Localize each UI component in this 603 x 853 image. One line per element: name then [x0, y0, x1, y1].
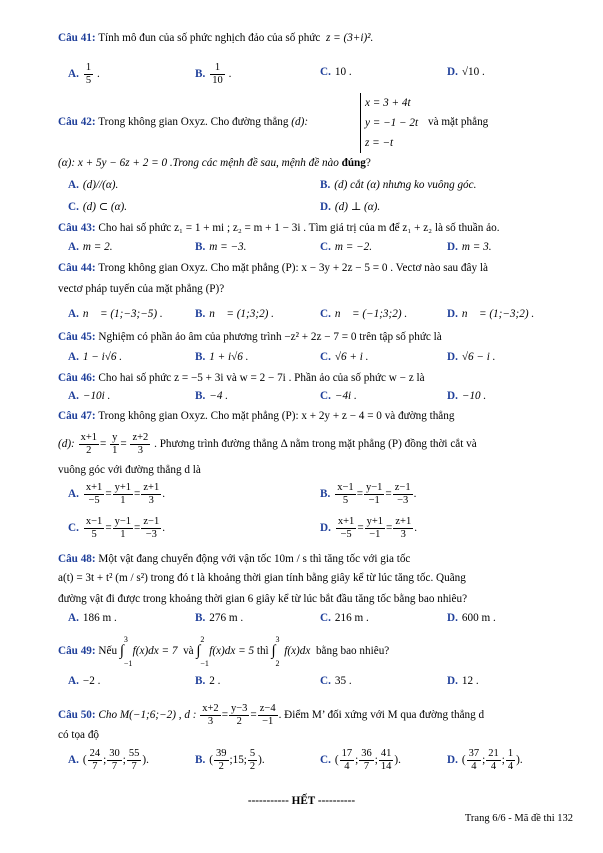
option-a[interactable]: A. $\frac{x+1}{-5}$ = $\frac{y+1}{1}$ = $\frac{z+1}{3}$ . [68, 482, 165, 506]
question-50: Câu 50: Cho M(−1;6;−2) , d : $\frac{x+2}{3}$ = $\frac{y-3}{2}$ = $\frac{z-4}{-1}$ . Điểm M’ đối xứng với M qua đường thẳng d [58, 703, 485, 727]
option-c[interactable]: C. $\frac{x-1}{5}$ = $\frac{y-1}{1}$ = $\frac{z-1}{-3}$ . [68, 516, 165, 540]
text-span: 2 [236, 716, 242, 727]
question-label: Câu 41: [58, 32, 96, 44]
option-d[interactable]: D. m = 3. [447, 241, 492, 253]
text-span: 4 [471, 761, 477, 772]
fraction [141, 516, 161, 541]
text-span: z−1 [143, 516, 160, 527]
text-span: z−4 [259, 703, 276, 714]
text-span: 1 [85, 62, 92, 73]
text-span: z+2 [132, 432, 149, 443]
question-48-line3: đường vật đi được trong khoảng thời gian 6 giây kể từ lúc bắt đầu tăng tốc bằng bao nhiêu? [58, 593, 468, 605]
fraction [364, 482, 384, 507]
option-c[interactable]: C. (d) ⊂ (α). [68, 201, 128, 213]
text-span: 5 [85, 75, 92, 86]
option-a[interactable]: A. 1 − i√6 . [68, 351, 123, 363]
fraction [110, 432, 119, 457]
fraction [335, 482, 355, 507]
text-span: 7 [92, 761, 98, 772]
end-marker: ----------- HẾT ---------- [247, 795, 356, 807]
fraction [393, 516, 413, 541]
question-42-plane: (α): x + 5y − 6z + 2 = 0 .Trong các mệnh đề sau, mệnh đề nào đúng? [58, 157, 371, 169]
question-43: Câu 43: Cho hai số phức z₁ = 1 + mi ; z₂ = m + 1 − 3i . Tìm giá trị của m để z₁ + z₂ là số thuần ảo. [58, 222, 500, 234]
text-span: 2 [249, 761, 256, 772]
page-footer: Trang 6/6 - Mã đề thi 132 [464, 813, 573, 824]
text-span: y+1 [114, 482, 132, 493]
text-span: 1 [120, 529, 126, 540]
text-span: z+1 [395, 516, 412, 527]
option-b[interactable]: B. 276 m . [195, 612, 244, 624]
question-47-line2: (d): $\frac{x+1}{2}$ = $\frac{y}{1}$ = $\frac{z+2}{3}$ . Phương trình đường thẳng Δ nằm trong mặt phẳng (P) đồng thời cắt và [58, 432, 477, 456]
fraction [130, 432, 150, 457]
text-span: 1 [120, 495, 126, 506]
text-span: −1 [369, 529, 381, 540]
text-span: 21 [488, 748, 499, 759]
text-span: 39 [216, 748, 227, 759]
fraction [84, 516, 104, 541]
question-49: Câu 49: Nếu ∫ 3 −1 f(x)dx = 7 và ∫ 2 −1 f(x)dx = 5 thì ∫ 3 2 f(x)dx bằng bao nhiêu? [58, 635, 390, 668]
fraction [84, 482, 104, 507]
option-label: D. [447, 66, 458, 78]
fraction [229, 703, 249, 728]
fraction [84, 62, 93, 87]
option-d[interactable]: D. √6 − i . [447, 351, 496, 363]
question-47: Câu 47: Trong không gian Oxyz. Cho mặt phẳng (P): x + 2y + z − 4 = 0 và đường thẳng [58, 410, 455, 422]
option-b[interactable]: B. m = −3. [195, 241, 247, 253]
fraction [359, 748, 374, 773]
text-span: −1 [368, 495, 380, 506]
text-span: 5 [249, 748, 256, 759]
text-span: x−1 [85, 516, 103, 527]
text-span: 41 [380, 748, 392, 759]
text-span: −3 [397, 495, 409, 506]
text-span: 2 [218, 761, 224, 772]
fraction [88, 748, 103, 773]
option-c[interactable]: C. 35 . [320, 675, 352, 687]
fraction [365, 516, 385, 541]
question-label: Câu 42: [58, 116, 96, 128]
fraction [214, 748, 229, 773]
fraction [248, 748, 257, 773]
text-span: 4 [490, 761, 497, 772]
option-b[interactable]: B. 2 . [195, 675, 221, 687]
fraction [113, 482, 133, 507]
question-45: Câu 45: Nghiệm có phần ảo âm của phương trình −z² + 2z − 7 = 0 trên tập số phức là [58, 331, 442, 343]
fraction [79, 432, 99, 457]
fraction [107, 748, 122, 773]
option-a[interactable]: A. ( $\frac{24}{7}$ ; $\frac{30}{7}$ ; $\frac{55}{7}$ ). [68, 748, 149, 772]
question-44: Câu 44: Trong không gian Oxyz. Cho mặt phẳng (P): x − 3y + 2z − 5 = 0 . Vectơ nào sau đây là [58, 262, 488, 274]
text-span: 3 [400, 529, 406, 540]
question-text: Tính mô đun của số phức nghịch đảo của số phức [98, 32, 321, 44]
question-48: Câu 48: Một vật đang chuyển động với vận tốc 10m / s thì tăng tốc với gia tốc [58, 553, 411, 565]
fraction [340, 748, 355, 773]
question-41 [58, 32, 373, 44]
option-c[interactable]: C. n⃗ = (−1;3;2) . [320, 308, 408, 320]
fraction [393, 482, 413, 507]
option-d[interactable]: D. −10 . [447, 390, 487, 402]
option-value: 10 . [334, 66, 352, 78]
option-label: A. [68, 68, 79, 81]
line-name: (d): [291, 116, 309, 128]
fraction [336, 516, 356, 541]
fraction [506, 748, 515, 773]
text-span: z−1 [394, 482, 411, 493]
fraction [113, 516, 133, 541]
question-44-line2: vectơ pháp tuyến của mặt phẳng (P)? [58, 283, 225, 295]
question-46: Câu 46: Cho hai số phức z = −5 + 3i và w = 2 − 7i . Phần ảo của số phức w − z là [58, 372, 425, 384]
integral-icon: ∫ 2 −1 [196, 635, 209, 668]
text-span: x+1 [337, 516, 355, 527]
text-span: 3 [137, 445, 144, 456]
option-d[interactable]: D. n⃗ = (1;−3;2) . [447, 308, 535, 320]
question-42-tail: và mặt phẳng [428, 116, 489, 128]
question-48-line2: a(t) = 3t + t² (m / s²) trong đó t là khoảng thời gian tính bằng giây kể từ lúc tăng tốc. Quãng [58, 572, 466, 584]
text-span: 7 [363, 761, 370, 772]
text-span: y−3 [231, 703, 248, 714]
option-c[interactable]: C. −4i . [320, 390, 357, 402]
text-span: 1 [210, 62, 225, 75]
option-d[interactable]: D. ( $\frac{37}{4}$ ; $\frac{21}{4}$ ; $\frac{1}{4}$ ). [447, 748, 523, 772]
text-span: y−1 [114, 516, 132, 527]
text-span: 4 [507, 761, 514, 772]
text-span: 24 [89, 748, 101, 759]
text-span: y+1 [366, 516, 384, 527]
option-c[interactable] [320, 66, 352, 78]
fraction [210, 62, 225, 87]
option-b[interactable]: B. n⃗ = (1;3;2) . [195, 308, 274, 320]
text-span: x+2 [202, 703, 219, 714]
text-span: 37 [468, 748, 480, 759]
text-span: 30 [109, 748, 120, 759]
option-value: √10 . [461, 66, 485, 78]
fraction [379, 748, 394, 773]
option-d[interactable]: D. 12 . [447, 675, 479, 687]
text-span: z+1 [143, 482, 160, 493]
text-span: −3 [145, 529, 157, 540]
option-a[interactable]: A. −2 . [68, 675, 101, 687]
option-d[interactable]: D. (d) ⊥ (α). [320, 201, 381, 213]
text-span: −1 [262, 716, 274, 727]
text-span: x+1 [85, 482, 103, 493]
text-span: y−1 [366, 482, 383, 493]
text-span: 2 [86, 445, 92, 456]
text-span: 3 [148, 495, 154, 506]
question-expr: z = (3+i)². [325, 32, 374, 44]
text-span: 7 [111, 761, 118, 772]
option-c[interactable]: C. m = −2. [320, 241, 373, 253]
text-span: 1 [507, 748, 514, 759]
question-42 [58, 116, 308, 128]
text-span: x+1 [80, 432, 97, 443]
text-span: 17 [341, 748, 353, 759]
option-c[interactable]: C. √6 + i . [320, 351, 369, 363]
option-b[interactable]: B. 1 + i√6 . [195, 351, 249, 363]
text-span: 36 [361, 748, 372, 759]
text-span: 5 [342, 495, 349, 506]
option-d[interactable] [447, 66, 485, 78]
option-label: C. [320, 66, 331, 78]
option-d[interactable]: D. 600 m . [447, 612, 496, 624]
question-50-line2: có tọa độ [58, 729, 100, 741]
text-span: −5 [340, 529, 352, 540]
question-text: Trong không gian Oxyz. Cho đường thẳng [98, 116, 289, 128]
parametric-system: x = 3 + 4t y = −1 − 2t z = −t [360, 93, 418, 153]
option-label: B. [195, 68, 206, 81]
option-d[interactable]: D. $\frac{x+1}{-5}$ = $\frac{y+1}{-1}$ = $\frac{z+1}{3}$ . [320, 516, 417, 540]
text-span: x−1 [337, 482, 354, 493]
question-47-line3: vuông góc với đường thẳng d là [58, 464, 201, 476]
option-a[interactable]: A. $\frac{1}{5}$ . [68, 62, 100, 86]
fraction [258, 703, 278, 728]
text-span: 4 [344, 761, 350, 772]
text-span: 55 [128, 748, 140, 759]
integral-icon: ∫ 3 −1 [119, 635, 133, 668]
option-b[interactable]: B. (d) cắt (α) nhưng ko vuông góc. [320, 179, 477, 191]
option-a[interactable]: A. m = 2. [68, 241, 113, 253]
fraction [200, 703, 220, 728]
fraction [141, 482, 161, 507]
text-span: −5 [88, 495, 100, 506]
text-span: 14 [380, 761, 392, 772]
option-a[interactable]: A. 186 m . [68, 612, 117, 624]
text-span: 3 [207, 716, 214, 727]
option-c[interactable]: C. 216 m . [320, 612, 369, 624]
fraction [127, 748, 142, 773]
integral-icon: ∫ 3 2 [271, 635, 280, 668]
option-a[interactable]: A. n⃗ = (1;−3;−5) . [68, 308, 163, 320]
text-span: y [112, 432, 118, 443]
option-b[interactable]: B. $\frac{x-1}{5}$ = $\frac{y-1}{-1}$ = $\frac{z-1}{-3}$ . [320, 482, 417, 506]
option-b[interactable]: B. $\frac{1}{10}$ . [195, 62, 232, 86]
option-a[interactable]: A. (d)//(α). [68, 179, 119, 191]
option-b[interactable]: B. −4 . [195, 390, 229, 402]
fraction [486, 748, 501, 773]
option-c[interactable]: C. ( $\frac{17}{4}$ ; $\frac{36}{7}$ ; $\frac{41}{14}$ ). [320, 748, 401, 772]
text-span: 5 [91, 529, 97, 540]
text-span: 7 [131, 761, 137, 772]
text-span: 10 [212, 75, 223, 86]
fraction [467, 748, 482, 773]
option-a[interactable]: A. −10i . [68, 390, 111, 402]
option-b[interactable]: B. ( $\frac{39}{2}$ ;15; $\frac{5}{2}$ ). [195, 748, 265, 772]
text-span: 1 [112, 445, 118, 456]
